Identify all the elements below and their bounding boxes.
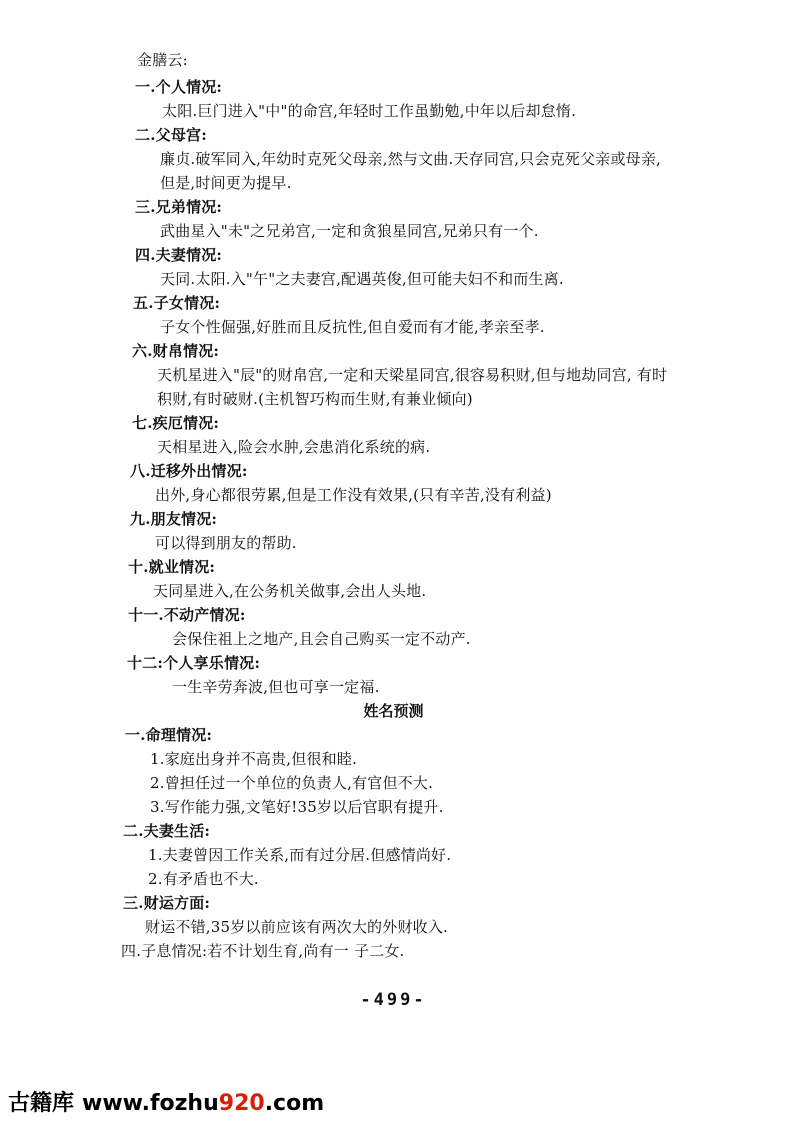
section-2-title: 二.父母宫: [135,126,207,144]
section-5-text: 子女个性倔强,好胜而且反抗性,但自爱而有才能,孝亲至孝. [160,318,545,336]
prediction-2-item-2: 2.有矛盾也不大. [148,870,259,888]
footer-site-suffix: .com [264,1091,325,1116]
section-7-title: 七.疾厄情况: [132,414,220,432]
section-7-text: 天相星进入,险会水肿,会患消化系统的病. [157,438,431,456]
prediction-2-item-1: 1.夫妻曾因工作关系,而有过分居.但感情尚好. [148,846,452,864]
section-8-text: 出外,身心都很劳累,但是工作没有效果,(只有辛苦,没有利益) [155,486,552,504]
page-number: -499- [360,990,427,1010]
footer-site-prefix: www.fozhu [82,1091,219,1116]
section-11-text: 会保住祖上之地产,且会自己购买一定不动产. [172,630,471,648]
intro-line: 金膳云: [137,51,188,69]
section-4-title: 四.夫妻情况: [135,246,223,264]
section-1-title: 一.个人情况: [135,78,223,96]
prediction-3-title: 三.财运方面: [123,894,211,912]
section-2-text-1: 廉贞.破军同入,年幼时克死父母亲,然与文曲.天存同宫,只会克死父亲或母亲, [160,150,662,168]
section-6-text-1: 天机星进入"辰"的财帛宫,一定和天梁星同宫,很容易积财,但与地劫同宫, 有时 [157,366,668,384]
section-10-title: 十.就业情况: [128,558,216,576]
section-11-title: 十一.不动产情况: [128,606,246,624]
prediction-1-item-1: 1.家庭出身并不高贵,但很和睦. [150,750,358,768]
section-3-text: 武曲星入"未"之兄弟宫,一定和贪狼星同宫,兄弟只有一个. [160,222,539,240]
section-5-title: 五.子女情况: [133,294,221,312]
section-12-text: 一生辛劳奔波,但也可享一定福. [172,678,380,696]
section-1-text: 太阳.巨门进入"中"的命宫,年轻时工作虽勤勉,中年以后却怠惰. [162,102,577,120]
section-10-text: 天同星进入,在公务机关做事,会出人头地. [153,582,427,600]
section-6-text-2: 积财,有时破财.(主机智巧构而生财,有兼业倾向) [157,390,473,408]
section-3-title: 三.兄弟情况: [135,198,223,216]
prediction-4-line: 四.子息情况:若不计划生育,尚有一 子二女. [121,942,405,960]
prediction-3-text: 财运不错,35岁以前应该有两次大的外财收入. [145,918,449,936]
footer-site-number: 920 [218,1091,265,1116]
section-2-text-2: 但是,时间更为提早. [160,174,292,192]
prediction-1-item-2: 2.曾担任过一个单位的负责人,有官但不大. [150,774,434,792]
prediction-2-title: 二.夫妻生活: [123,822,211,840]
name-prediction-title: 姓名预测 [363,702,424,720]
section-9-text: 可以得到朋友的帮助. [155,534,297,552]
section-8-title: 八.迁移外出情况: [130,462,248,480]
section-4-text: 天同.太阳.入"午"之夫妻宫,配遇英俊,但可能夫妇不和而生离. [160,270,564,288]
section-12-title: 十二:个人享乐情况: [127,654,261,672]
footer-brand: 古籍库 [8,1091,75,1116]
section-9-title: 九.朋友情况: [130,510,218,528]
section-6-title: 六.财帛情况: [132,342,220,360]
prediction-1-title: 一.命理情况: [125,726,213,744]
prediction-1-item-3: 3.写作能力强,文笔好!35岁以后官职有提升. [150,798,444,816]
watermark-footer [8,1086,324,1117]
